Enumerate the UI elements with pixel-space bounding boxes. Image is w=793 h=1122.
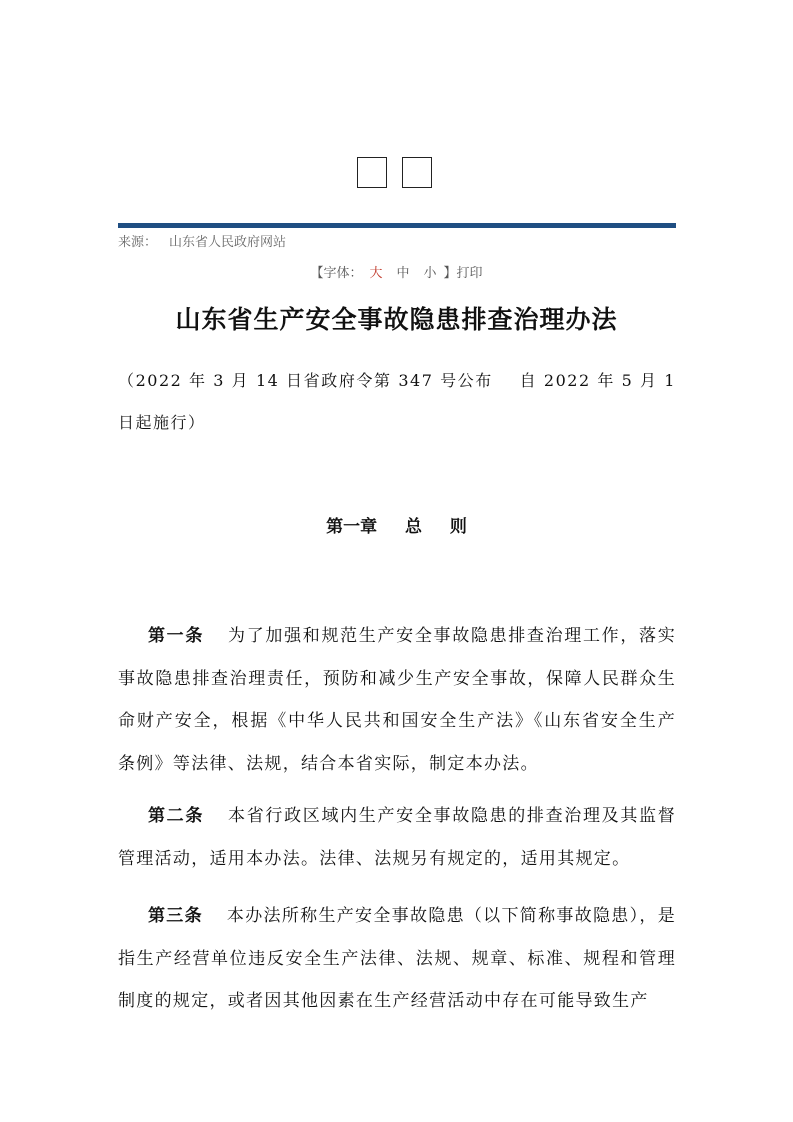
font-size-medium-link[interactable]: 中 bbox=[396, 266, 410, 281]
article-text: 为了加强和规范生产安全事故隐患排查治理工作，落实事故隐患排查治理责任，预防和减少生产安全事故，保障人民群众生命财产安全，根据《中华人民共和国安全生产法》《山东省安全生产条例》等法律、法规，结合本省实际，制定本办法。 bbox=[118, 626, 676, 774]
document-subtitle: （2022 年 3 月 14 日省政府令第 347 号公布 自 2022 年 5 月 1 日起施行） bbox=[118, 371, 683, 432]
header-rule bbox=[118, 223, 676, 228]
article-paragraph bbox=[118, 795, 676, 880]
source-value: 山东省人民政府网站 bbox=[169, 235, 287, 250]
header-icons bbox=[357, 157, 432, 188]
print-link[interactable]: 打印 bbox=[456, 266, 483, 281]
article-text: 本办法所称生产安全事故隐患（以下简称事故隐患），是指生产经营单位违反安全生产法律、法规、规章、标准、规程和管理制度的规定，或者因其他因素在生产经营活动中存在可能导致生产 bbox=[118, 906, 677, 1011]
article-paragraph bbox=[118, 895, 676, 1023]
chapter-heading: 第一章 总 则 bbox=[326, 517, 467, 537]
font-size-small-link[interactable]: 小 bbox=[423, 266, 437, 281]
font-controls-close: 】 bbox=[443, 266, 457, 281]
font-controls-open: 【字体： bbox=[310, 266, 363, 281]
article-label: 第二条 bbox=[148, 806, 205, 826]
source-label: 来源： bbox=[118, 235, 158, 250]
empty-box-icon bbox=[402, 157, 432, 188]
article-label: 第一条 bbox=[148, 626, 205, 646]
empty-box-icon bbox=[357, 157, 387, 188]
document-title: 山东省生产安全事故隐患排查治理办法 bbox=[175, 305, 618, 334]
source-line bbox=[118, 231, 286, 250]
article-text: 本省行政区域内生产安全事故隐患的排查治理及其监督管理活动，适用本办法。法律、法规另有规定的，适用其规定。 bbox=[118, 806, 676, 869]
font-size-large-link[interactable]: 大 bbox=[369, 266, 383, 281]
article-paragraph bbox=[118, 615, 676, 785]
font-size-controls bbox=[0, 262, 793, 281]
article-label: 第三条 bbox=[148, 906, 203, 926]
